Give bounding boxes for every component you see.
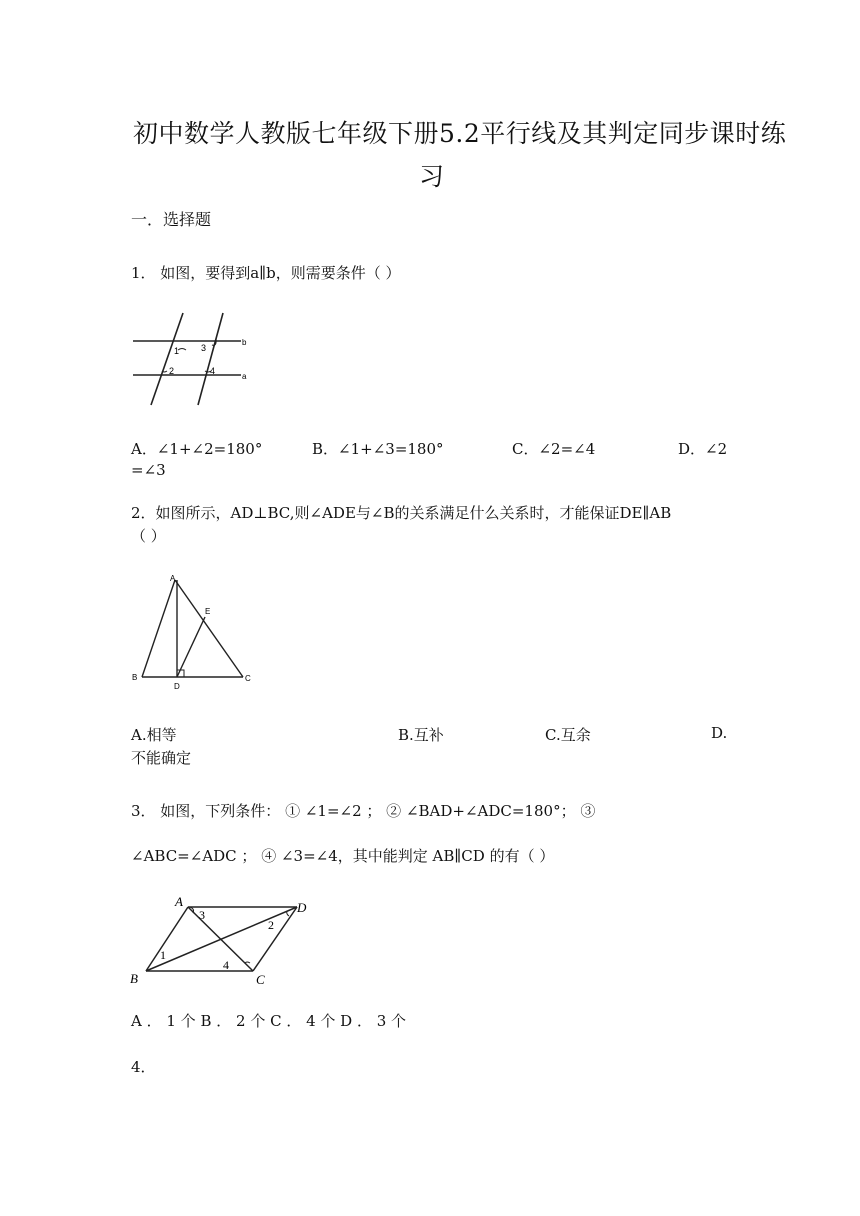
q2-label-b: B bbox=[132, 673, 138, 682]
q2-option-d-continued: 不能确定 bbox=[131, 749, 192, 767]
q3-angle-1: 1 bbox=[160, 948, 166, 962]
q1-option-b: B．∠1+∠3=180° bbox=[312, 440, 444, 458]
q2-option-d: D. bbox=[711, 724, 728, 742]
q3-label-b: B bbox=[130, 971, 138, 986]
q1-option-c: C．∠2=∠4 bbox=[512, 440, 596, 458]
q1-label-1: 1 bbox=[174, 346, 180, 356]
q2-label-d: D bbox=[174, 682, 180, 691]
diagonal-ac bbox=[188, 907, 253, 971]
q1-label-3: 3 bbox=[201, 343, 207, 353]
q2-option-c: C.互余 bbox=[545, 726, 591, 744]
segment-ac bbox=[175, 580, 243, 677]
q2-label-e: E bbox=[205, 607, 211, 616]
q3-angle-4: 4 bbox=[223, 958, 229, 972]
q3-angle-3: 3 bbox=[199, 908, 205, 922]
q1-option-a: A．∠1+∠2=180° bbox=[131, 440, 263, 458]
transversal-left bbox=[151, 313, 183, 405]
q3-stem: 3． 如图，下列条件： ① ∠1=∠2 ； ② ∠BAD+∠ADC=180°； ③ bbox=[131, 802, 596, 820]
q1-stem: 1． 如图，要得到a∥b，则需要条件（ ） bbox=[131, 264, 401, 282]
section-heading: 一．选择题 bbox=[131, 210, 212, 229]
q2-stem-continued: （ ） bbox=[131, 527, 166, 545]
q1-option-d: D．∠2 bbox=[678, 440, 728, 458]
page-title-continued: 习 bbox=[419, 162, 445, 191]
q3-label-d: D bbox=[297, 900, 307, 915]
q2-stem: 2．如图所示，AD⊥BC,则∠ADE与∠B的关系满足什么关系时，才能保证DE∥AB bbox=[131, 504, 672, 522]
q3-label-c: C bbox=[256, 972, 265, 987]
q1-option-d-continued: =∠3 bbox=[131, 461, 166, 479]
q1-figure bbox=[131, 308, 256, 408]
q1-label-2: 2 bbox=[169, 366, 175, 376]
q2-label-a: A bbox=[170, 574, 176, 583]
q4-stem: 4． bbox=[131, 1058, 156, 1076]
q1-label-a: a bbox=[242, 372, 247, 381]
q3-options: A ． 1 个 B ． 2 个 C ． 4 个 D ． 3 个 bbox=[131, 1012, 407, 1030]
q3-label-a: A bbox=[175, 894, 183, 909]
q3-figure bbox=[129, 893, 319, 988]
q3-stem-continued: ∠ABC=∠ADC ； ④ ∠3=∠4，其中能判定 AB∥CD 的有（ ） bbox=[131, 847, 555, 865]
q1-label-b: b bbox=[242, 338, 247, 347]
q2-option-a: A.相等 bbox=[131, 726, 177, 744]
q2-option-b: B.互补 bbox=[398, 726, 444, 744]
q2-figure bbox=[131, 572, 256, 692]
transversal-right bbox=[198, 313, 223, 405]
segment-ab bbox=[142, 580, 175, 677]
q1-label-4: 4 bbox=[210, 366, 216, 376]
q2-label-c: C bbox=[245, 674, 251, 683]
page-title: 初中数学人教版七年级下册5.2平行线及其判定同步课时练 bbox=[133, 119, 787, 148]
q3-angle-2: 2 bbox=[268, 918, 274, 932]
segment-de bbox=[177, 617, 205, 677]
